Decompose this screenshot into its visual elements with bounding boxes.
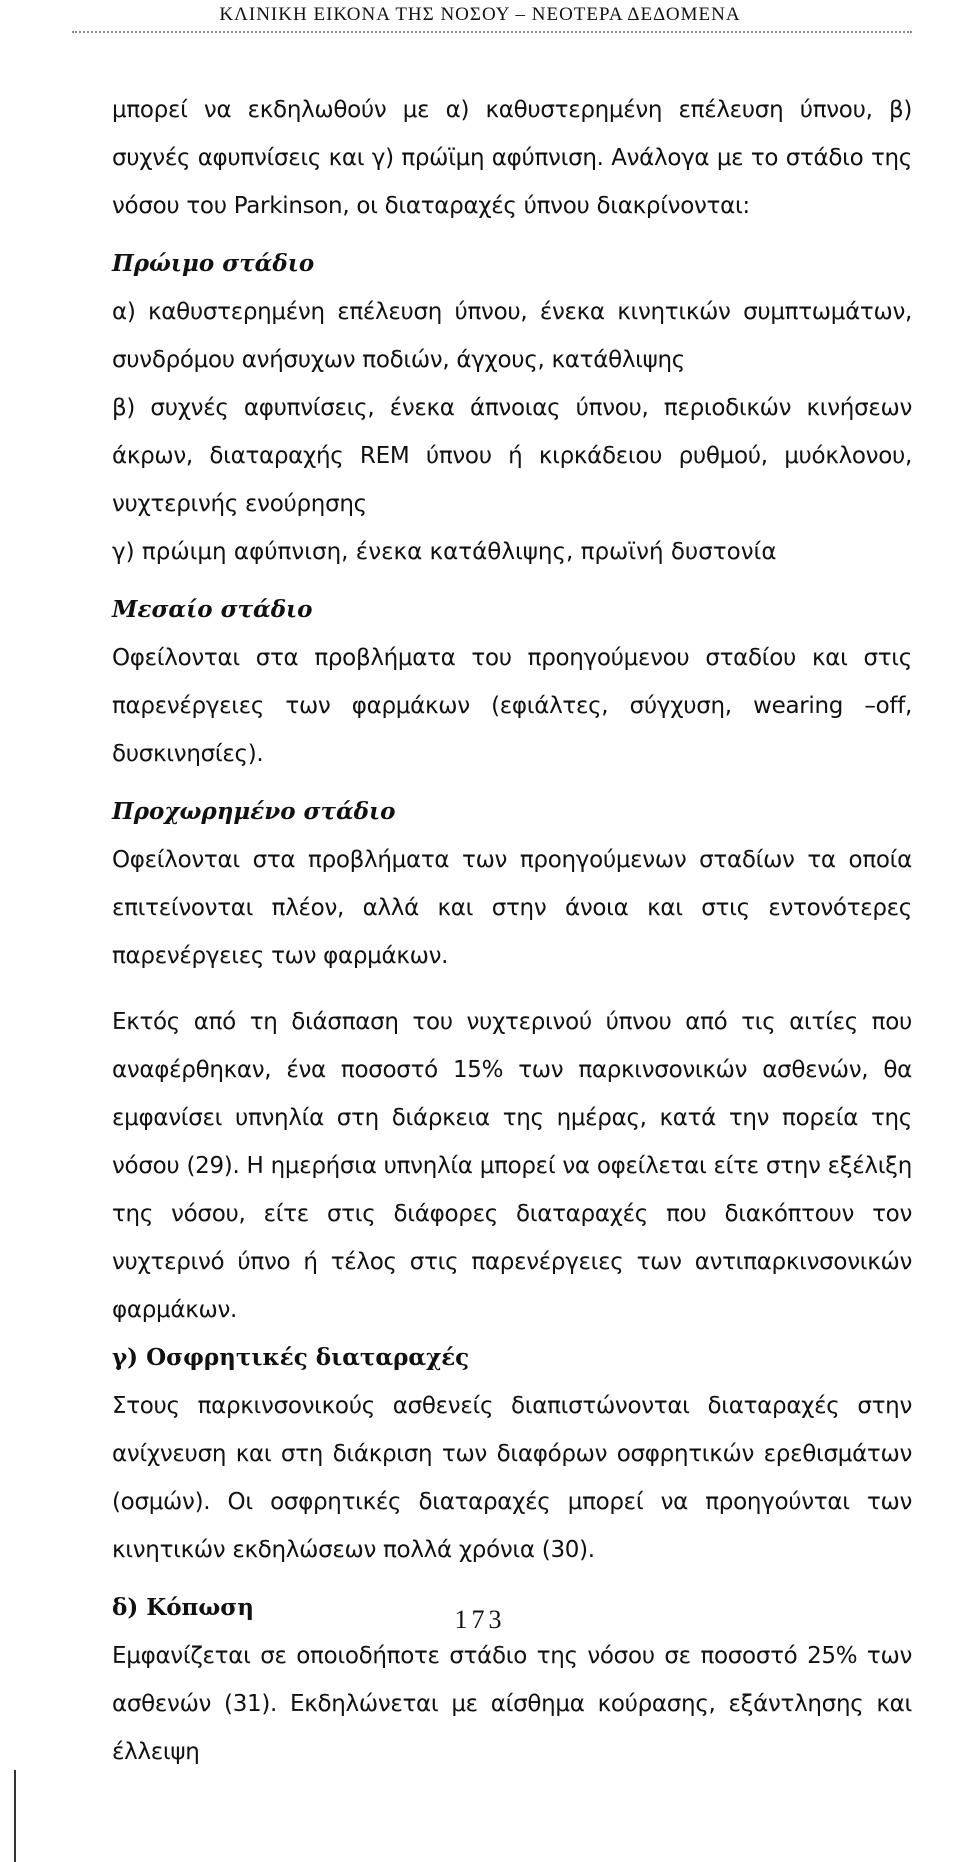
- early-stage-item-c: γ) πρώιμη αφύπνιση, ένεκα κατάθλιψης, πρωϊνή δυστονία: [112, 539, 777, 565]
- early-stage-item-b: β) συχνές αφυπνίσεις, ένεκα άπνοιας ύπνου, περιοδικών κινήσεων άκρων, διαταραχής REM ύπνου ή κιρκάδειου ρυθμού, μυόκλονου, νυχτερινής ενούρησης: [112, 395, 912, 517]
- advanced-stage-text: Οφείλονται στα προβλήματα των προηγούμενων σταδίων τα οποία επιτείνονται πλέον, αλλά και στην άνοια και στις εντονότερες παρενέργειες των φαρμάκων.: [112, 847, 912, 969]
- running-head: ΚΛΙΝΙΚΗ ΕΙΚΟΝΑ ΤΗΣ ΝΟΣΟΥ – ΝΕΟΤΕΡΑ ΔΕΔΟΜΕΝΑ: [219, 4, 741, 25]
- early-stage-item-a: α) καθυστερημένη επέλευση ύπνου, ένεκα κινητικών συμπτωμάτων, συνδρόμου ανήσυχων ποδιών, άγχους, κατάθλιψης: [112, 299, 912, 373]
- early-stage-heading: Πρώιμο στάδιο: [112, 250, 315, 277]
- daytime-sleepiness-paragraph: Εκτός από τη διάσπαση του νυχτερινού ύπνου από τις αιτίες που αναφέρθηκαν, ένα ποσοστό 15% των παρκινσονικών ασθενών, θα εμφανίσει υπνηλία στη διάρκεια της ημέρας, κατά την πορεία της νόσου (29). Η ημερήσια υπνηλία μπορεί να οφείλεται είτε στην εξέλιξη της νόσου, είτε στις διάφορες διαταραχές που διακόπτουν τον νυχτερινό ύπνο ή τέλος στις παρενέργειες των αντιπαρκινσονικών φαρμάκων.: [112, 1009, 912, 1323]
- middle-stage-text: Οφείλονται στα προβλήματα του προηγούμενου σταδίου και στις παρενέργειες των φαρμάκων (εφιάλτες, σύγχυση, wearing –off, δυσκινησίες).: [112, 645, 912, 767]
- olfactory-text: Στους παρκινσονικούς ασθενείς διαπιστώνονται διαταραχές στην ανίχνευση και στη διάκριση των διαφόρων οσφρητικών ερεθισμάτων (οσμών). Οι οσφρητικές διαταραχές μπορεί να προηγούνται των κινητικών εκδηλώσεων πολλά χρόνια (30).: [112, 1393, 912, 1563]
- intro-paragraph: μπορεί να εκδηλωθούν με α) καθυστερημένη επέλευση ύπνου, β) συχνές αφυπνίσεις και γ) πρώϊμη αφύπνιση. Ανάλογα με το στάδιο της νόσου του Parkinson, οι διαταραχές ύπνου διακρίνονται:: [112, 97, 912, 219]
- header-divider: [72, 31, 912, 33]
- fatigue-text: Εμφανίζεται σε οποιοδήποτε στάδιο της νόσου σε ποσοστό 25% των ασθενών (31). Εκδηλώνεται με αίσθημα κούρασης, εξάντλησης και έλλειψη: [112, 1643, 912, 1765]
- fatigue-heading: δ) Κόπωση: [112, 1594, 254, 1621]
- binding-edge-mark: [14, 1770, 16, 1862]
- middle-stage-heading: Μεσαίο στάδιο: [112, 596, 313, 623]
- page-number: 173: [454, 1605, 506, 1634]
- advanced-stage-heading: Προχωρημένο στάδιο: [112, 798, 396, 825]
- olfactory-heading: γ) Οσφρητικές διαταραχές: [112, 1344, 470, 1371]
- page-body: [112, 86, 912, 1776]
